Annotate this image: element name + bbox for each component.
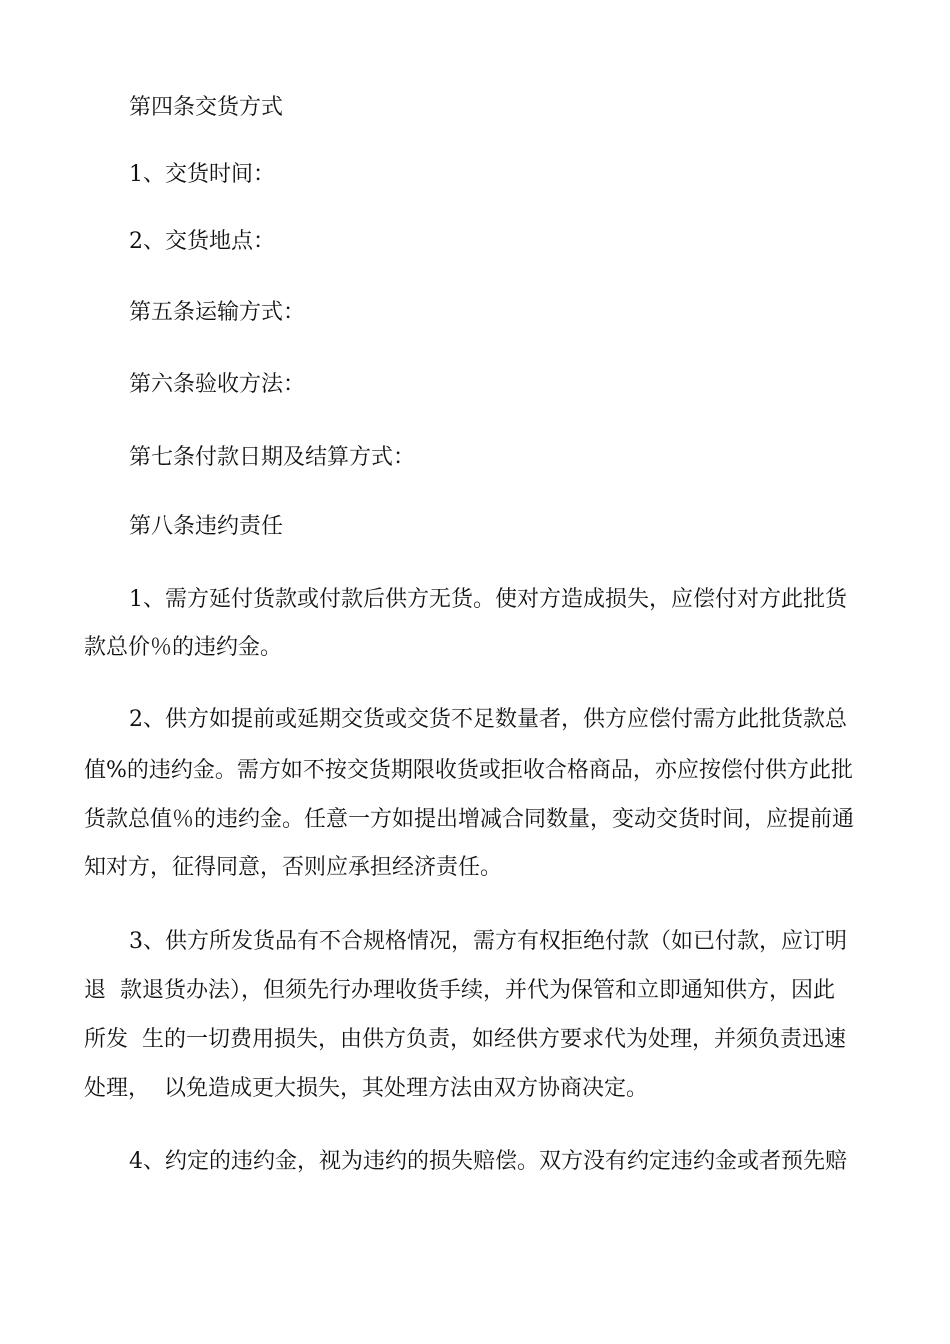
clause-3-line-3: 所发 生的一切费用损失，由供方负责，如经供方要求代为处理，并须负责迅速 [84, 1027, 846, 1052]
article-7-heading: 第七条付款日期及结算方式： [129, 445, 416, 470]
clause-2-line-2: 值%的违约金。需方如不按交货期限收货或拒收合格商品，亦应按偿付供方此批 [84, 758, 853, 783]
clause-2-line-1: 2、供方如提前或延期交货或交货不足数量者，供方应偿付需方此批货款总 [129, 707, 847, 732]
delivery-time-line: 1、交货时间： [129, 162, 275, 187]
delivery-place-line: 2、交货地点： [129, 229, 275, 254]
article-4-heading: 第四条交货方式 [129, 95, 284, 120]
clause-1-line-2: 款总价％的违约金。 [84, 635, 283, 660]
article-6-heading: 第六条验收方法： [129, 372, 306, 397]
clause-2-line-3: 货款总值％的违约金。任意一方如提出增减合同数量，变动交货时间，应提前通 [84, 807, 855, 832]
article-8-heading: 第八条违约责任 [129, 514, 284, 539]
clause-3-line-1: 3、供方所发货品有不合规格情况，需方有权拒绝付款（如已付款，应订明 [129, 929, 847, 954]
clause-1-line-1: 1、需方延付货款或付款后供方无货。使对方造成损失，应偿付对方此批货 [129, 587, 847, 612]
clause-3-line-4: 处理， 以免造成更大损失，其处理方法由双方协商决定。 [84, 1076, 648, 1101]
clause-2-line-4: 知对方，征得同意，否则应承担经济责任。 [84, 855, 503, 880]
clause-4-line-1: 4、约定的违约金，视为违约的损失赔偿。双方没有约定违约金或者预先赔 [129, 1149, 847, 1174]
article-5-heading: 第五条运输方式： [129, 300, 306, 325]
clause-3-line-2: 退 款退货办法），但须先行办理收货手续，并代为保管和立即通知供方，因此 [84, 978, 835, 1003]
